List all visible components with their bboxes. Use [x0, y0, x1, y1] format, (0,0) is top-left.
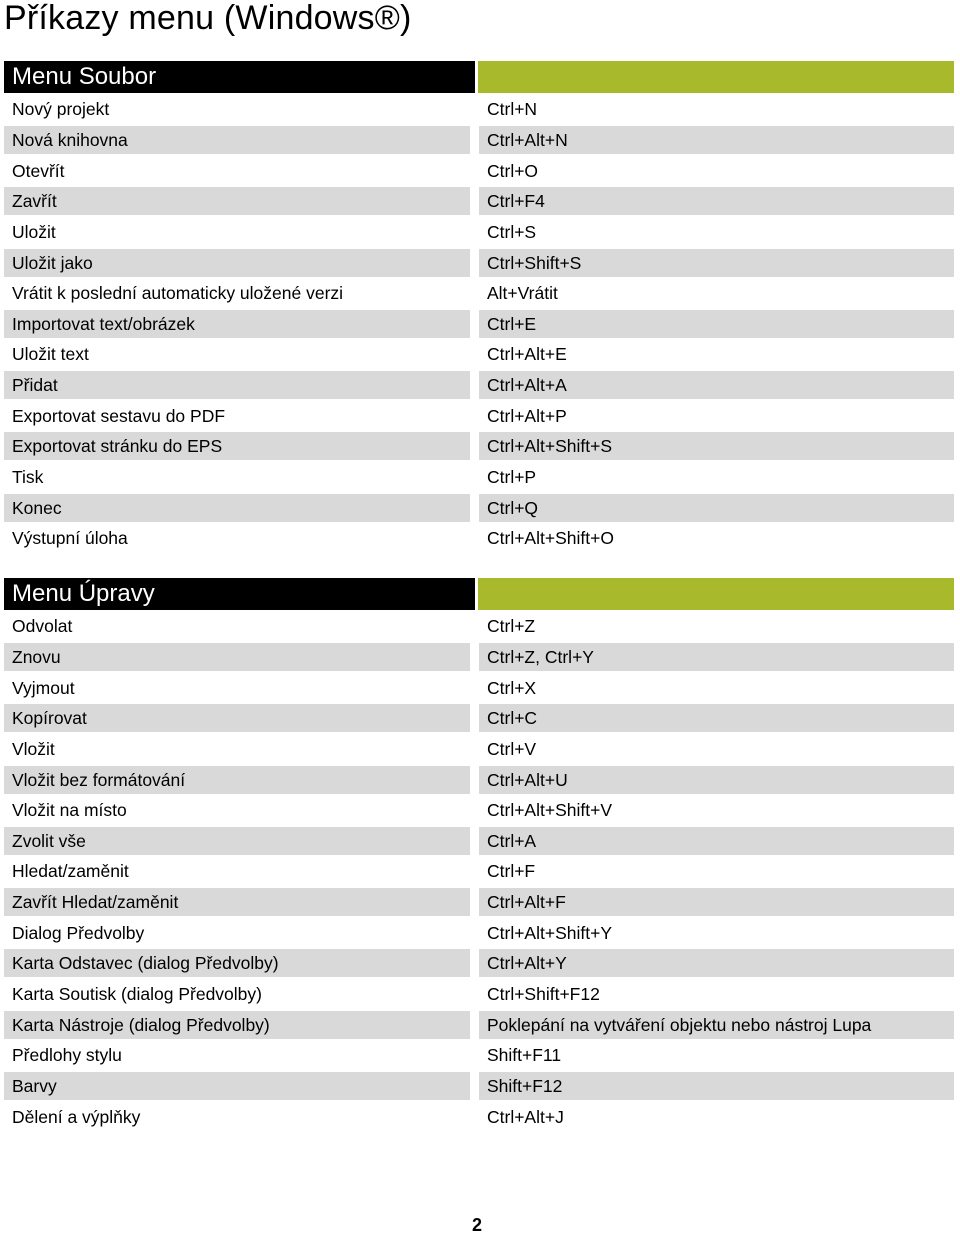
command-name: Vložit — [12, 738, 55, 759]
table-row — [4, 702, 954, 733]
table-row — [4, 855, 954, 886]
table-row — [4, 671, 954, 702]
shortcut-keys: Ctrl+Alt+Shift+S — [479, 432, 954, 460]
command-name: Vrátit k poslední automaticky uložené verzi — [12, 283, 344, 304]
section-accent-bar — [478, 61, 954, 93]
table-row — [4, 978, 954, 1009]
table-row — [4, 399, 954, 430]
shortcut-keys: Ctrl+Alt+J — [487, 1106, 564, 1127]
command-name: Kopírovat — [4, 704, 470, 732]
shortcut-keys: Ctrl+N — [487, 99, 538, 120]
table-row — [4, 338, 954, 369]
command-name: Dialog Předvolby — [12, 922, 145, 943]
command-name: Otevřít — [12, 160, 65, 181]
command-name: Exportovat stránku do EPS — [4, 432, 470, 460]
shortcut-keys: Shift+F12 — [479, 1072, 954, 1100]
command-name: Karta Nástroje (dialog Předvolby) — [4, 1011, 470, 1039]
command-name: Hledat/zaměnit — [12, 861, 129, 882]
section-title: Menu Soubor — [4, 61, 475, 93]
command-name: Importovat text/obrázek — [4, 310, 470, 338]
command-name: Karta Soutisk (dialog Předvolby) — [12, 984, 262, 1004]
shortcut-keys: Ctrl+Alt+U — [479, 766, 954, 794]
shortcut-keys: Ctrl+F — [487, 861, 536, 882]
command-name: Zavřít — [4, 187, 470, 215]
table-row — [4, 1070, 954, 1101]
command-name: Barvy — [4, 1072, 470, 1100]
shortcut-table — [4, 610, 954, 1131]
shortcut-keys: Ctrl+V — [487, 738, 537, 759]
table-row — [4, 461, 954, 492]
command-name: Konec — [4, 494, 470, 522]
section-accent-bar — [478, 578, 954, 610]
command-name: Znovu — [4, 643, 470, 671]
shortcut-keys: Ctrl+Shift+F12 — [487, 984, 600, 1004]
section-header — [4, 578, 954, 610]
shortcut-keys: Ctrl+E — [479, 310, 954, 338]
shortcut-keys: Ctrl+X — [487, 677, 537, 698]
table-row — [4, 246, 954, 277]
table-row — [4, 733, 954, 764]
table-row — [4, 154, 954, 185]
command-name: Vyjmout — [12, 677, 75, 698]
section-title: Menu Úpravy — [4, 578, 475, 610]
table-row — [4, 886, 954, 917]
shortcut-keys: Ctrl+Z, Ctrl+Y — [479, 643, 954, 671]
shortcut-keys: Ctrl+Alt+P — [487, 405, 567, 426]
command-name: Zvolit vše — [4, 827, 470, 855]
shortcut-keys: Ctrl+Alt+F — [479, 888, 954, 916]
section-menu-upravy — [4, 578, 954, 1131]
table-row — [4, 124, 954, 155]
table-row — [4, 522, 954, 553]
shortcut-keys: Ctrl+F4 — [479, 187, 954, 215]
table-row — [4, 1039, 954, 1070]
table-row — [4, 1100, 954, 1131]
command-name: Exportovat sestavu do PDF — [12, 405, 226, 426]
shortcut-keys: Poklepání na vytváření objektu nebo nástroj Lupa — [479, 1011, 954, 1039]
shortcut-keys: Ctrl+O — [487, 160, 539, 181]
command-name: Uložit text — [12, 344, 89, 365]
page-number: 2 — [471, 1215, 482, 1235]
shortcut-keys: Ctrl+Q — [479, 494, 954, 522]
table-row — [4, 1008, 954, 1039]
shortcut-keys: Alt+Vrátit — [487, 283, 558, 304]
command-name: Nová knihovna — [4, 126, 470, 154]
table-row — [4, 610, 954, 641]
table-row — [4, 491, 954, 522]
table-row — [4, 307, 954, 338]
table-row — [4, 947, 954, 978]
shortcut-keys: Ctrl+Alt+Y — [479, 949, 954, 977]
shortcut-keys: Ctrl+C — [479, 704, 954, 732]
command-name: Tisk — [12, 467, 44, 487]
shortcut-keys: Ctrl+Shift+S — [479, 249, 954, 277]
shortcut-keys: Ctrl+Alt+Shift+V — [487, 800, 612, 821]
command-name: Uložit — [12, 221, 56, 242]
command-name: Vložit bez formátování — [4, 766, 470, 794]
command-name: Dělení a výplňky — [12, 1106, 141, 1127]
shortcut-keys: Ctrl+A — [479, 827, 954, 855]
shortcut-keys: Ctrl+Alt+A — [479, 371, 954, 399]
table-row — [4, 430, 954, 461]
table-row — [4, 216, 954, 247]
shortcut-table — [4, 93, 954, 553]
table-row — [4, 277, 954, 308]
shortcut-keys: Ctrl+Alt+Shift+Y — [487, 922, 612, 943]
command-name: Karta Odstavec (dialog Předvolby) — [4, 949, 470, 977]
table-row — [4, 369, 954, 400]
table-row — [4, 916, 954, 947]
command-name: Odvolat — [12, 616, 73, 637]
command-name: Uložit jako — [4, 249, 470, 277]
table-row — [4, 185, 954, 216]
section-header — [4, 61, 954, 93]
table-row — [4, 824, 954, 855]
command-name: Předlohy stylu — [12, 1045, 122, 1066]
command-name: Nový projekt — [12, 99, 110, 120]
command-name: Vložit na místo — [12, 800, 127, 821]
table-row — [4, 794, 954, 825]
shortcut-keys: Shift+F11 — [487, 1045, 562, 1066]
page-title: Příkazy menu (Windows®) — [4, 0, 412, 37]
shortcut-keys: Ctrl+Alt+E — [487, 344, 567, 365]
shortcut-keys: Ctrl+P — [487, 467, 537, 487]
shortcut-keys: Ctrl+Alt+Shift+O — [487, 528, 614, 549]
command-name: Zavřít Hledat/zaměnit — [4, 888, 470, 916]
command-name: Výstupní úloha — [12, 528, 128, 549]
shortcut-keys: Ctrl+Alt+N — [479, 126, 954, 154]
table-row — [4, 93, 954, 124]
shortcut-keys: Ctrl+Z — [487, 616, 536, 637]
table-row — [4, 641, 954, 672]
command-name: Přidat — [4, 371, 470, 399]
section-menu-soubor — [4, 61, 954, 553]
table-row — [4, 763, 954, 794]
shortcut-keys: Ctrl+S — [487, 221, 537, 242]
